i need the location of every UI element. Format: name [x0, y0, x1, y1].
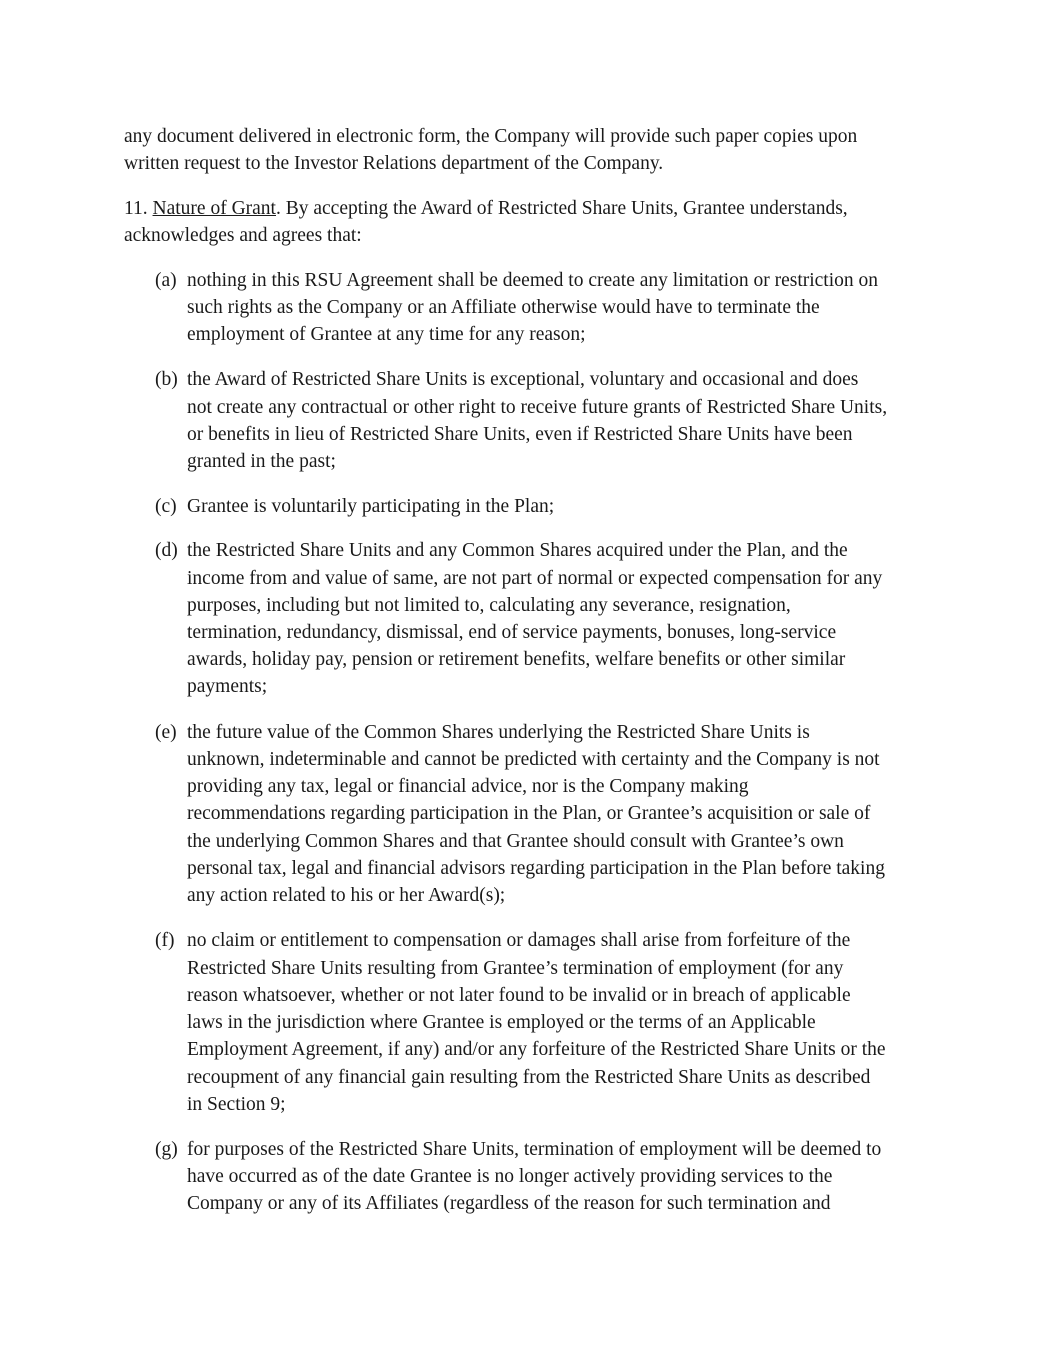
item-d-marker: (d): [155, 540, 178, 561]
section-number: 11.: [124, 198, 148, 219]
item-g-line: Company or any of its Affiliates (regardless of the reason for such termination and: [187, 1193, 831, 1214]
item-f-line: recoupment of any financial gain resulting from the Restricted Share Units as described: [187, 1067, 871, 1088]
item-c-marker: (c): [155, 496, 177, 517]
item-e-marker: (e): [155, 722, 177, 743]
item-g-marker: (g): [155, 1139, 178, 1160]
item-b-marker: (b): [155, 369, 178, 390]
section-11-line-2: acknowledges and agrees that:: [124, 225, 362, 246]
item-b-line: or benefits in lieu of Restricted Share Units, even if Restricted Share Units have been: [187, 424, 853, 445]
item-a-line: employment of Grantee at any time for any reason;: [187, 324, 586, 345]
item-f-line: laws in the jurisdiction where Grantee is employed or the terms of an Applicable: [187, 1012, 816, 1033]
item-f-line: Employment Agreement, if any) and/or any forfeiture of the Restricted Share Units or the: [187, 1039, 886, 1060]
item-d-line: termination, redundancy, dismissal, end of service payments, bonuses, long-service: [187, 622, 837, 643]
intro-line-2: written request to the Investor Relations department of the Company.: [124, 153, 664, 174]
item-d-line: income from and value of same, are not part of normal or expected compensation for any: [187, 568, 883, 589]
item-d-line: payments;: [187, 676, 268, 697]
item-f-line: Restricted Share Units resulting from Grantee’s termination of employment (for any: [187, 958, 844, 979]
section-title: Nature of Grant: [152, 198, 276, 219]
section-text: . By accepting the Award of Restricted Share Units, Grantee understands,: [275, 198, 848, 219]
item-e-line: providing any tax, legal or financial advice, nor is the Company making: [187, 776, 749, 797]
item-f-line: in Section 9;: [187, 1094, 286, 1115]
item-f-line: reason whatsoever, whether or not later found to be invalid or in breach of applicable: [187, 985, 851, 1006]
item-e-line: the future value of the Common Shares underlying the Restricted Share Units is: [187, 722, 810, 743]
item-b-line: not create any contractual or other right to receive future grants of Restricted Share Units,: [187, 397, 888, 418]
item-e-line: the underlying Common Shares and that Grantee should consult with Grantee’s own: [187, 831, 844, 852]
item-a-line: nothing in this RSU Agreement shall be deemed to create any limitation or restriction on: [187, 270, 879, 291]
item-e-line: unknown, indeterminable and cannot be predicted with certainty and the Company is not: [187, 749, 880, 770]
section-11-heading-line: [124, 195, 848, 222]
item-d-line: the Restricted Share Units and any Common Shares acquired under the Plan, and the: [187, 540, 848, 561]
item-b-line: the Award of Restricted Share Units is exceptional, voluntary and occasional and does: [187, 369, 859, 390]
item-d-line: awards, holiday pay, pension or retirement benefits, welfare benefits or other similar: [187, 649, 846, 670]
item-e-line: personal tax, legal and financial advisors regarding participation in the Plan before taking: [187, 858, 885, 879]
item-c-line: Grantee is voluntarily participating in the Plan;: [187, 496, 555, 517]
intro-line-1: any document delivered in electronic form, the Company will provide such paper copies upon: [124, 126, 858, 147]
item-e-line: any action related to his or her Award(s);: [187, 885, 506, 906]
item-d-line: purposes, including but not limited to, calculating any severance, resignation,: [187, 595, 791, 616]
item-f-line: no claim or entitlement to compensation or damages shall arise from forfeiture of the: [187, 930, 851, 951]
item-g-line: have occurred as of the date Grantee is no longer actively providing services to the: [187, 1166, 833, 1187]
item-a-line: such rights as the Company or an Affiliate otherwise would have to terminate the: [187, 297, 820, 318]
item-b-line: granted in the past;: [187, 451, 336, 472]
item-g-line: for purposes of the Restricted Share Units, termination of employment will be deemed to: [187, 1139, 882, 1160]
item-a-marker: (a): [155, 270, 177, 291]
item-f-marker: (f): [155, 930, 175, 951]
item-e-line: recommendations regarding participation in the Plan, or Grantee’s acquisition or sale of: [187, 803, 871, 824]
